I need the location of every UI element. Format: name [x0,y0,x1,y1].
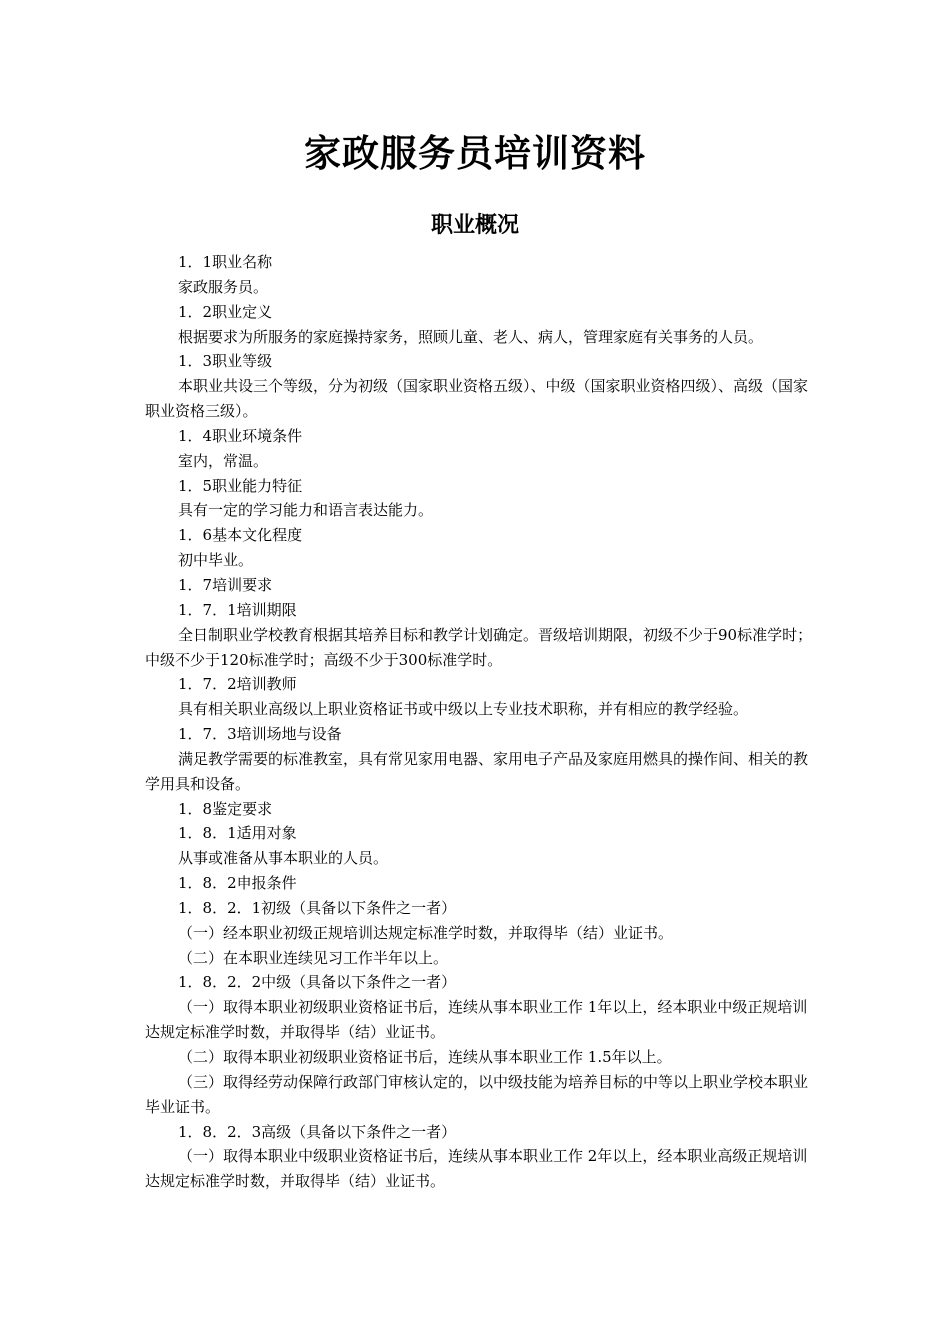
section-title: 职业概况 [430,213,519,238]
paragraph: 1．7．1培训期限 [178,600,297,619]
paragraph: 家政服务员。 [178,277,269,296]
paragraph: 1．7．3培训场地与设备 [178,725,342,744]
paragraph: 1．8．2．3高级（具备以下条件之一者） [178,1122,457,1141]
paragraph: 1．2职业定义 [178,302,273,321]
paragraph: 1．8鉴定要求 [178,799,273,818]
paragraph: （三）取得经劳动保障行政部门审核认定的，以中级技能为培养目标的中等以上职业学校本职业毕业证书。 [145,1072,809,1116]
paragraph: 全日制职业学校教育根据其培养目标和教学计划确定。晋级培训期限，初级不少于90标准学时；中级不少于120标准学时；高级不少于300标准学时。 [145,625,813,669]
paragraph: （一）取得本职业初级职业资格证书后，连续从事本职业工作 1年以上，经本职业中级正规培训达规定标准学时数，并取得毕（结）业证书。 [145,998,808,1042]
paragraph: 具有一定的学习能力和语言表达能力。 [178,501,434,520]
paragraph: （一）经本职业初级正规培训达规定标准学时数，并取得毕（结）业证书。 [178,923,674,942]
paragraph: 1．1职业名称 [178,253,273,271]
paragraph: 1．5职业能力特征 [178,476,303,495]
paragraph: 1．7培训要求 [178,575,273,594]
paragraph: （一）取得本职业中级职业资格证书后，连续从事本职业工作 2年以上，经本职业高级正规培训达规定标准学时数，并取得毕（结）业证书。 [145,1147,808,1191]
paragraph: 1．8．2．2中级（具备以下条件之一者） [178,973,457,992]
paragraph: 1．3职业等级 [178,352,273,371]
paragraph: 1．8．2申报条件 [178,874,297,893]
paragraph: 初中毕业。 [178,551,254,570]
document-title: 家政服务员培训资料 [304,132,646,175]
paragraph: 满足教学需要的标准教室，具有常见家用电器、家用电子产品及家庭用燃具的操作间、相关的教学用具和设备。 [145,749,809,793]
paragraph: 1．7．2培训教师 [178,675,297,694]
paragraph: （二）在本职业连续见习工作半年以上。 [178,948,449,967]
paragraph: 1．4职业环境条件 [178,426,303,445]
paragraph: 1．6基本文化程度 [178,526,303,545]
document-body [145,250,820,1194]
paragraph: 从事或准备从事本职业的人员。 [178,849,389,868]
paragraph: 室内，常温。 [178,451,269,470]
paragraph: 1．8．2．1初级（具备以下条件之一者） [178,898,457,917]
paragraph: 本职业共设三个等级，分为初级（国家职业资格五级）、中级（国家职业资格四级）、高级（国家职业资格三级）。 [145,377,809,421]
paragraph: （二）取得本职业初级职业资格证书后，连续从事本职业工作 1.5年以上。 [178,1048,672,1066]
paragraph: 具有相关职业高级以上职业资格证书或中级以上专业技术职称，并有相应的教学经验。 [178,700,749,719]
paragraph: 根据要求为所服务的家庭操持家务，照顾儿童、老人、病人，管理家庭有关事务的人员。 [178,327,764,346]
paragraph: 1．8．1适用对象 [178,824,297,843]
